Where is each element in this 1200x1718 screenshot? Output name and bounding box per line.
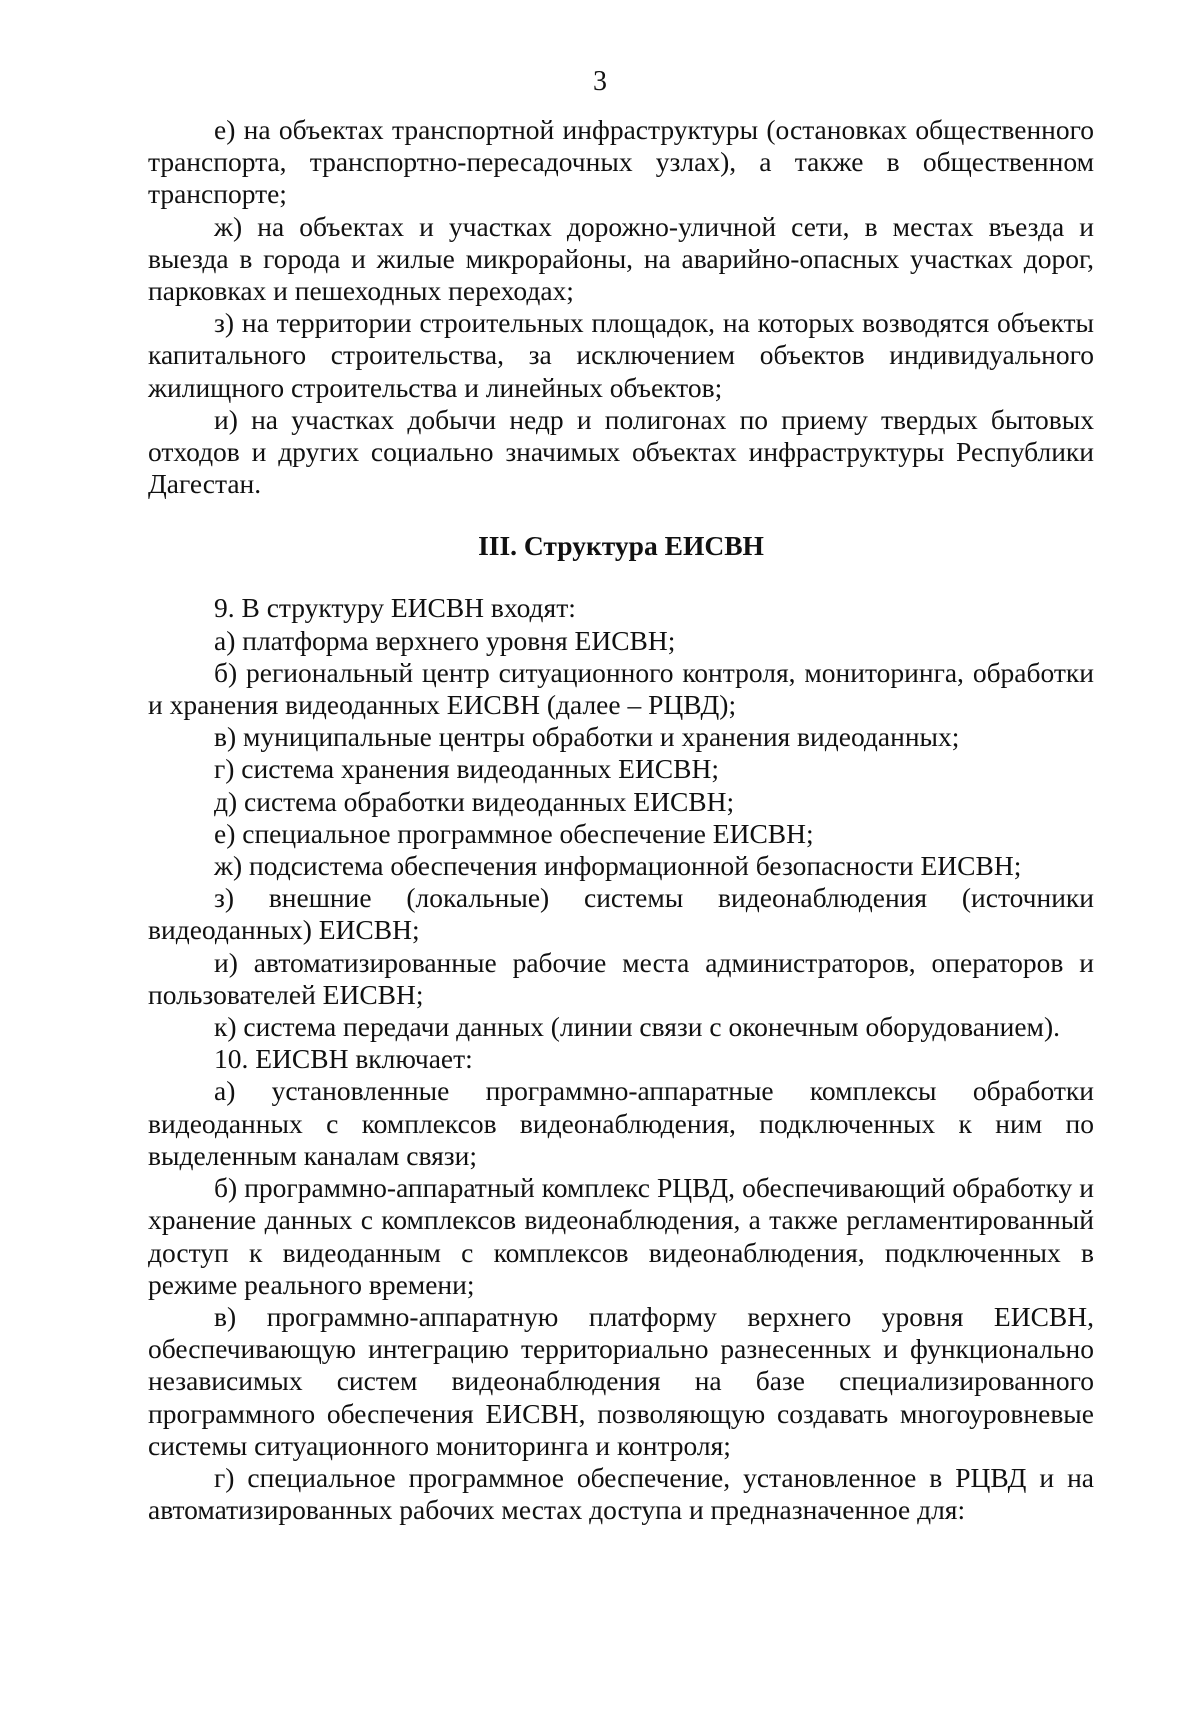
item-9-i: и) автоматизированные рабочие места администраторов, операторов и пользователей ЕИСВН; <box>148 946 1094 1010</box>
item-10-g: г) специальное программное обеспечение, установленное в РЦВД и на автоматизированных рабочих местах доступа и предназначенное для: <box>148 1461 1094 1526</box>
item-9-heading: 9. В структуру ЕИСВН входят: <box>214 592 576 624</box>
page-number: 3 <box>593 66 607 97</box>
item-9-b: б) региональный центр ситуационного контроля, мониторинга, обработки и хранения видеоданных ЕИСВН (далее – РЦВД); <box>148 656 1094 721</box>
document-body <box>148 114 1094 1526</box>
item-9-zh: ж) подсистема обеспечения информационной безопасности ЕИСВН; <box>214 850 1022 882</box>
paragraph-e: е) на объектах транспортной инфраструктуры (остановках общественного транспорта, транспортно-пересадочных узлах), а также в общественном транспорте; <box>148 114 1094 210</box>
item-10-v: в) программно-аппаратную платформу верхнего уровня ЕИСВН, обеспечивающую интеграцию территориально разнесенных и функционально независимых систем видеонаблюдения на базе специализированного программного обеспечения ЕИСВН, позволяющую создавать многоуровневые системы ситуационного мониторинга и контроля; <box>148 1300 1094 1461</box>
item-10-a: а) установленные программно-аппаратные комплексы обработки видеоданных с комплексов видеонаблюдения, подключенных к ним по выделенным каналам связи; <box>148 1075 1094 1171</box>
item-9-v: в) муниципальные центры обработки и хранения видеоданных; <box>214 721 960 753</box>
paragraph-i: и) на участках добычи недр и полигонах по приему твердых бытовых отходов и других социально значимых объектах инфраструктуры Республики Дагестан. <box>148 403 1094 500</box>
item-9-e: е) специальное программное обеспечение ЕИСВН; <box>214 817 814 849</box>
item-9-z: з) внешние (локальные) системы видеонаблюдения (источники видеоданных) ЕИСВН; <box>148 882 1094 946</box>
item-9-a: а) платформа верхнего уровня ЕИСВН; <box>214 624 676 656</box>
item-10-b: б) программно-аппаратный комплекс РЦВД, обеспечивающий обработку и хранение данных с комплексов видеонаблюдения, а также регламентированный доступ к видеоданным с комплексов видеонаблюдения, подключенных в режиме реального времени; <box>148 1172 1094 1300</box>
item-9-d: д) система обработки видеоданных ЕИСВН; <box>214 785 735 817</box>
paragraph-z: з) на территории строительных площадок, на которых возводятся объекты капитального строительства, за исключением объектов индивидуального жилищного строительства и линейных объектов; <box>148 307 1094 403</box>
item-9-k: к) система передачи данных (линии связи с оконечным оборудованием). <box>214 1011 1060 1043</box>
section-title: III. Структура ЕИСВН <box>478 530 764 562</box>
item-10-heading: 10. ЕИСВН включает: <box>214 1043 473 1075</box>
item-9-g: г) система хранения видеоданных ЕИСВН; <box>214 753 719 785</box>
paragraph-zh: ж) на объектах и участках дорожно-уличной сети, в местах въезда и выезда в города и жилые микрорайоны, на аварийно-опасных участках дорог, парковках и пешеходных переходах; <box>148 210 1094 307</box>
